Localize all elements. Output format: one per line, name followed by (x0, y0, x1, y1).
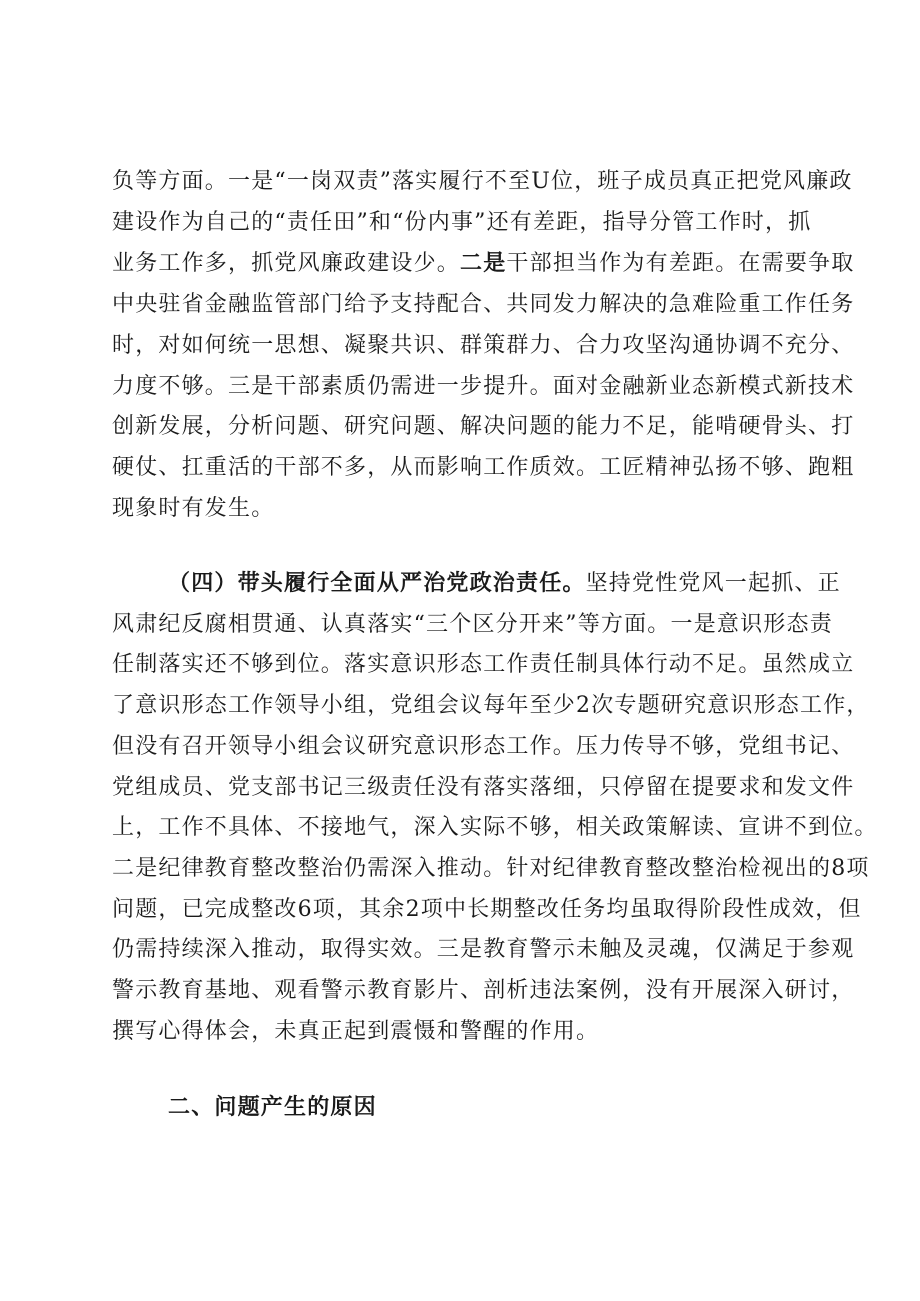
text-line (112, 563, 841, 605)
text-line: 中央驻省金融监管部门给予支持配合、共同发力解决的急难险重工作任务 (112, 292, 855, 318)
text-span: 业务工作多，抓党风廉政建设少。 (112, 251, 461, 277)
text-line: 力度不够。三是干部素质仍需进一步提升。面对金融新业态新模式新技术 (112, 373, 855, 399)
text-line: 问题，已完成整改6项，其余2项中长期整改任务均虽取得阶段性成效，但 (112, 896, 862, 922)
section-heading: 二、问题产生的原因 (168, 1094, 377, 1120)
text-line: 上，工作不具体、不接地气，深入实际不够，相关政策解读、宣讲不到位。 (112, 815, 878, 841)
text-line: 但没有召开领导小组会议研究意识形态工作。压力传导不够，党组书记、 (112, 733, 855, 759)
emphasis-text: 二是 (460, 250, 507, 277)
text-line: 警示教育基地、观看警示教育影片、剖析违法案例，没有开展深入研讨， (112, 978, 855, 1004)
text-line: 撰写心得体会，未真正起到震慑和警醒的作用。 (112, 1018, 600, 1044)
text-span: 干部担当作为有差距。在需要争取 (506, 251, 855, 277)
text-line: 任制落实还不够到位。落实意识形态工作责任制具体行动不足。虽然成立 (112, 652, 855, 678)
text-line: 二是纪律教育整改整治仍需深入推动。针对纪律教育整改整治检视出的8项 (112, 855, 870, 881)
text-line (112, 243, 855, 285)
text-line: 硬仗、扛重活的干部不多，从而影响工作质效。工匠精神弘扬不够、跑粗 (112, 454, 855, 480)
text-line: 创新发展，分析问题、研究问题、解决问题的能力不足，能啃硬骨头、打 (112, 414, 855, 440)
paragraph-section-three-continued (112, 162, 855, 529)
text-line: 仍需持续深入推动，取得实效。三是教育警示未触及灵魂，仅满足于参观 (112, 937, 855, 963)
subsection-heading: （四）带头履行全面从严治党政治责任。 (168, 570, 586, 596)
text-line: 现象时有发生。 (112, 495, 275, 521)
text-span: 坚持党性党风一起抓、正 (585, 571, 841, 596)
text-line: 时，对如何统一思想、凝聚共识、群策群力、合力攻坚沟通协调不充分、 (112, 332, 855, 358)
text-line: 了意识形态工作领导小组，党组会议每年至少2次专题研究意识形态工作， (112, 693, 870, 719)
text-line: 风肃纪反腐相贯通、认真落实“三个区分开来”等方面。一是意识形态责 (112, 611, 833, 637)
text-line: 党组成员、党支部书记三级责任没有落实落细，只停留在提要求和发文件 (112, 774, 855, 800)
text-line: 建设作为自己的“责任田”和“份内事”还有差距，指导分管工作时，抓 (112, 209, 812, 235)
paragraph-section-four (112, 563, 878, 1052)
text-line: 负等方面。一是“一岗双责”落实履行不至U位，班子成员真正把党风廉政 (112, 169, 853, 194)
